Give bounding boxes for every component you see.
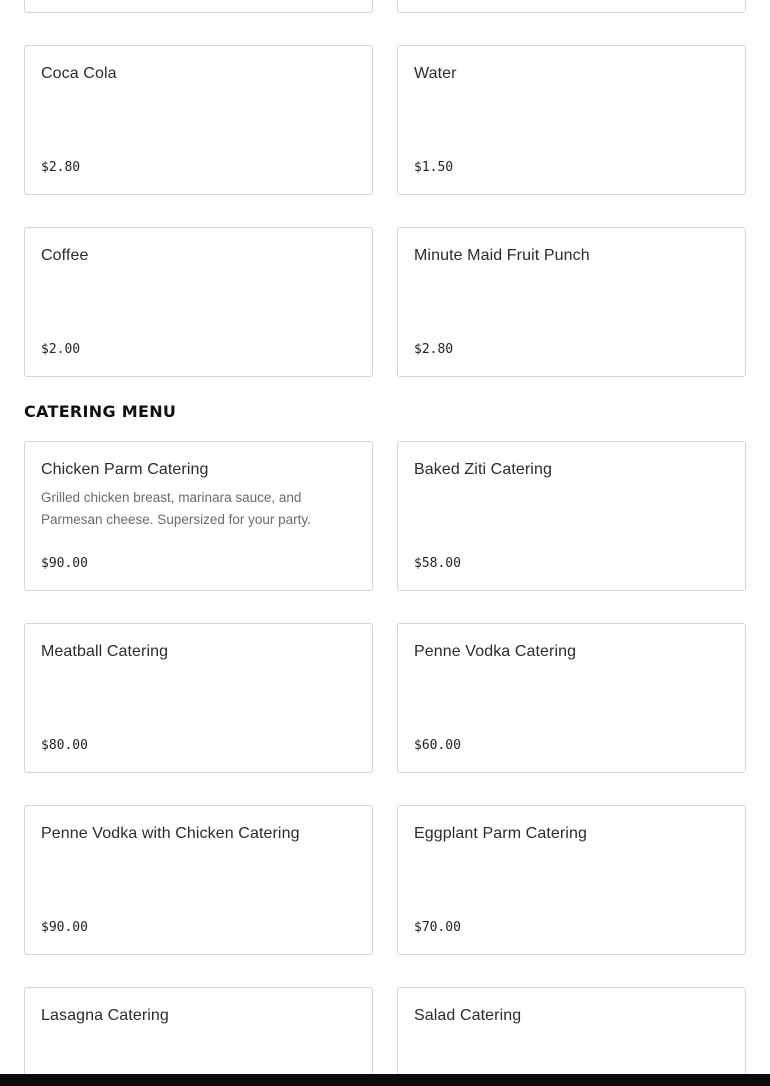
menu-item-price: $2.80	[414, 342, 454, 357]
menu-item-name: Water	[414, 65, 457, 82]
menu-item-name: Coca Cola	[41, 65, 117, 82]
menu-item-price: $70.00	[414, 920, 461, 935]
menu-item-price: $2.00	[41, 342, 81, 357]
menu-item-card-meatball-catering[interactable]	[24, 623, 373, 773]
menu-item-card-water[interactable]	[397, 45, 746, 195]
menu-item-price: $80.00	[41, 738, 88, 753]
menu-item-price: $58.00	[414, 556, 461, 571]
menu-item-name: Chicken Parm Catering	[41, 461, 209, 478]
menu-item-card-coca-cola[interactable]	[24, 45, 373, 195]
menu-item-price: $2.80	[41, 160, 81, 175]
menu-item-name: Baked Ziti Catering	[414, 461, 552, 478]
menu-item-card[interactable]	[24, 0, 373, 13]
menu-item-price: $60.00	[414, 738, 461, 753]
menu-item-name: Eggplant Parm Catering	[414, 825, 587, 842]
section-title-catering: CATERING MENU	[24, 402, 177, 421]
catering-grid	[24, 441, 746, 1086]
bottom-bar	[0, 1074, 770, 1086]
menu-item-card[interactable]	[397, 0, 746, 13]
menu-item-card-lasagna-catering[interactable]	[24, 987, 373, 1086]
menu-item-name: Coffee	[41, 247, 89, 264]
menu-item-card-eggplant-parm-catering[interactable]	[397, 805, 746, 955]
menu-item-name: Meatball Catering	[41, 643, 169, 660]
menu-item-card-chicken-parm-catering[interactable]	[24, 441, 373, 591]
menu-item-card-penne-vodka-catering[interactable]	[397, 623, 746, 773]
menu-item-name: Penne Vodka Catering	[414, 643, 577, 660]
menu-item-card-fruit-punch[interactable]	[397, 227, 746, 377]
menu-item-name: Penne Vodka with Chicken Catering	[41, 825, 300, 842]
beverages-grid	[24, 0, 746, 377]
menu-item-price: $1.50	[414, 160, 454, 175]
menu-item-description: Grilled chicken breast, marinara sauce, and Parmesan cheese. Supersized for your party.	[41, 490, 311, 527]
menu-item-card-penne-vodka-chicken-catering[interactable]	[24, 805, 373, 955]
menu-item-name: Minute Maid Fruit Punch	[414, 247, 590, 264]
menu-item-name: Lasagna Catering	[41, 1007, 169, 1024]
menu-item-name: Salad Catering	[414, 1007, 522, 1024]
menu-item-price: $90.00	[41, 920, 88, 935]
menu-item-card-coffee[interactable]	[24, 227, 373, 377]
menu-item-card-salad-catering[interactable]	[397, 987, 746, 1086]
menu-item-price: $90.00	[41, 556, 88, 571]
menu-item-card-baked-ziti-catering[interactable]	[397, 441, 746, 591]
